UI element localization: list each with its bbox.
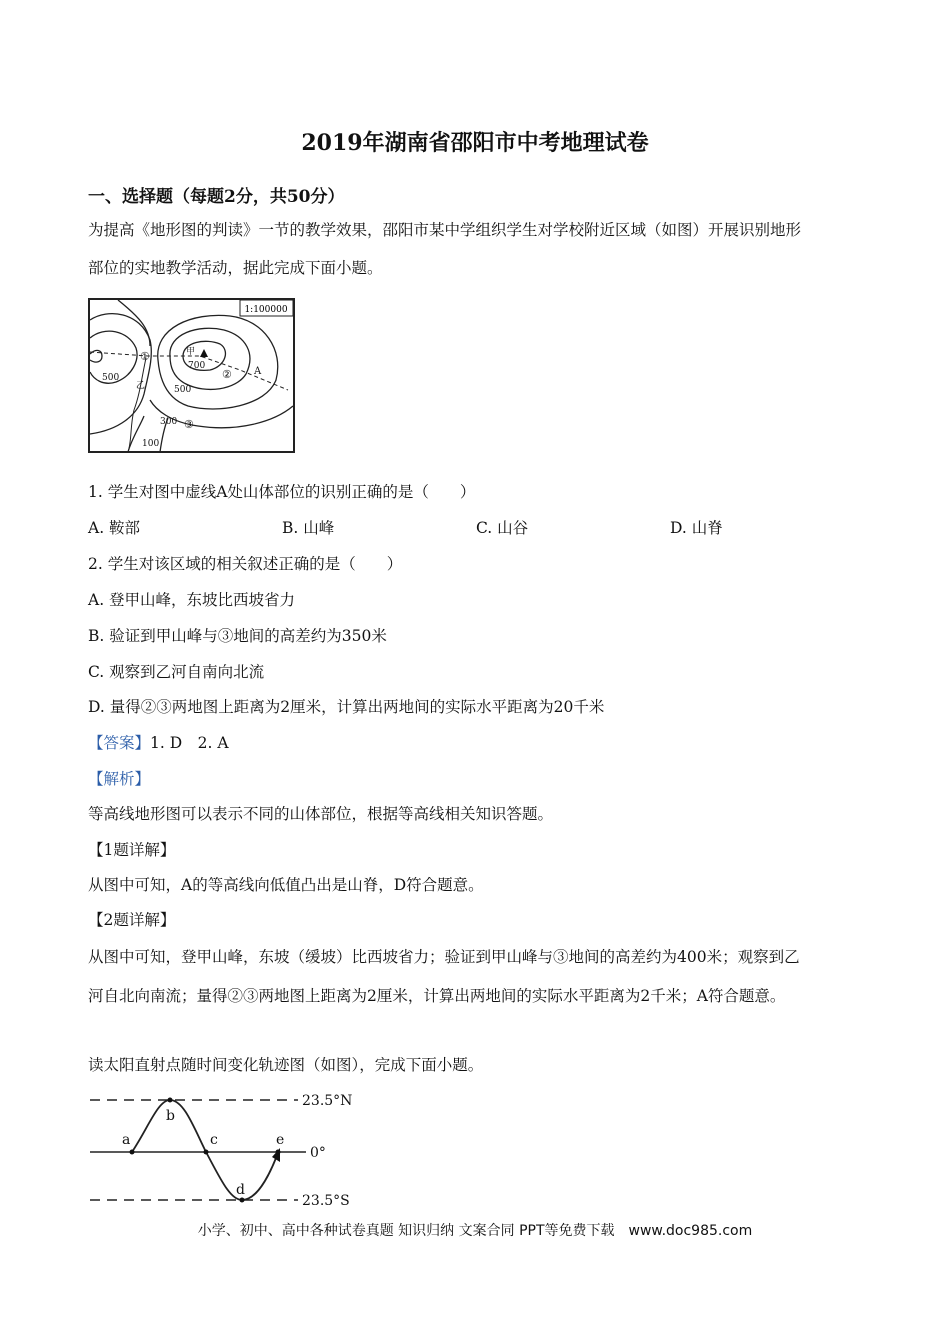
map-scale: 1:100000 <box>244 305 288 315</box>
label-point-A: A <box>254 366 262 377</box>
answer-label: 【答案】 <box>88 734 151 752</box>
point-a-dot <box>130 1150 135 1155</box>
label-yi: 乙 <box>136 381 146 391</box>
label-d: d <box>236 1182 245 1198</box>
q1-option-a: A. 鞍部 <box>88 519 141 537</box>
sun-track-diagram <box>88 1082 378 1210</box>
analysis-text: 等高线地形图可以表示不同的山体部位，根据等高线相关知识答题。 <box>88 805 554 823</box>
label-jia: 甲 <box>186 347 196 357</box>
point-d-dot <box>240 1198 245 1203</box>
detail2-text-line-2: 河自北向南流；量得②③两地图上距离为2厘米，计算出两地间的实际水平距离为2千米；A符合题意。 <box>88 987 786 1005</box>
intro-line-1: 为提高《地形图的判读》一节的教学效果，邵阳市某中学组织学生对学校附近区域（如图）开展识别地形 <box>88 221 802 239</box>
q2-stem: 2. 学生对该区域的相关叙述正确的是（ ） <box>88 555 403 573</box>
detail2-text-line-1: 从图中可知，登甲山峰，东坡（缓坡）比西坡省力；验证到甲山峰与③地间的高差约为400米；观察到乙 <box>88 948 800 966</box>
q2-option-a: A. 登甲山峰，东坡比西坡省力 <box>88 591 296 609</box>
analysis-label: 【解析】 <box>88 770 151 788</box>
intro-line-2: 部位的实地教学活动，据此完成下面小题。 <box>88 259 383 277</box>
sun-track-curve <box>132 1100 276 1200</box>
label-point-3: ③ <box>184 418 194 431</box>
intro2: 读太阳直射点随时间变化轨迹图（如图），完成下面小题。 <box>88 1056 484 1074</box>
detail1-label: 【1题详解】 <box>88 841 176 859</box>
label-c: c <box>210 1132 218 1148</box>
label-point-1: ① <box>140 350 150 363</box>
q1-option-b: B. 山峰 <box>282 519 335 537</box>
label-700: 700 <box>188 361 206 371</box>
point-e-dot <box>276 1150 281 1155</box>
label-equator: 0° <box>310 1145 326 1161</box>
label-500-west: 500 <box>102 373 120 383</box>
contour-map-figure <box>88 298 296 454</box>
label-100: 100 <box>142 439 160 449</box>
section-heading: 一、选择题（每题2分，共50分） <box>88 187 345 207</box>
page-title: 2019年湖南省邵阳市中考地理试卷 <box>301 130 649 156</box>
label-e: e <box>276 1132 285 1148</box>
label-300: 300 <box>160 417 178 427</box>
q1-stem: 1. 学生对图中虚线A处山体部位的识别正确的是（ ） <box>88 483 476 501</box>
detail2-label: 【2题详解】 <box>88 911 176 929</box>
label-23-5n: 23.5°N <box>302 1093 353 1109</box>
page-footer: 小学、初中、高中各种试卷真题 知识归纳 文案合同 PPT等免费下载 www.doc985.com <box>197 1223 753 1239</box>
point-b-dot <box>168 1098 173 1103</box>
q2-option-b: B. 验证到甲山峰与③地间的高差约为350米 <box>88 627 387 645</box>
q2-option-c: C. 观察到乙河自南向北流 <box>88 663 265 681</box>
q2-option-d: D. 量得②③两地图上距离为2厘米，计算出两地间的实际水平距离为20千米 <box>88 698 605 716</box>
q1-option-d: D. 山脊 <box>670 519 723 537</box>
label-a: a <box>122 1132 131 1148</box>
answer-line <box>88 731 229 753</box>
label-500-east: 500 <box>174 385 192 395</box>
answer-text: 1. D 2. A <box>150 734 229 752</box>
q1-option-c: C. 山谷 <box>476 519 529 537</box>
label-point-2: ② <box>222 368 232 381</box>
detail1-text: 从图中可知，A的等高线向低值凸出是山脊，D符合题意。 <box>88 876 484 894</box>
label-23-5s: 23.5°S <box>302 1193 350 1209</box>
point-c-dot <box>204 1150 209 1155</box>
label-b: b <box>166 1108 175 1124</box>
